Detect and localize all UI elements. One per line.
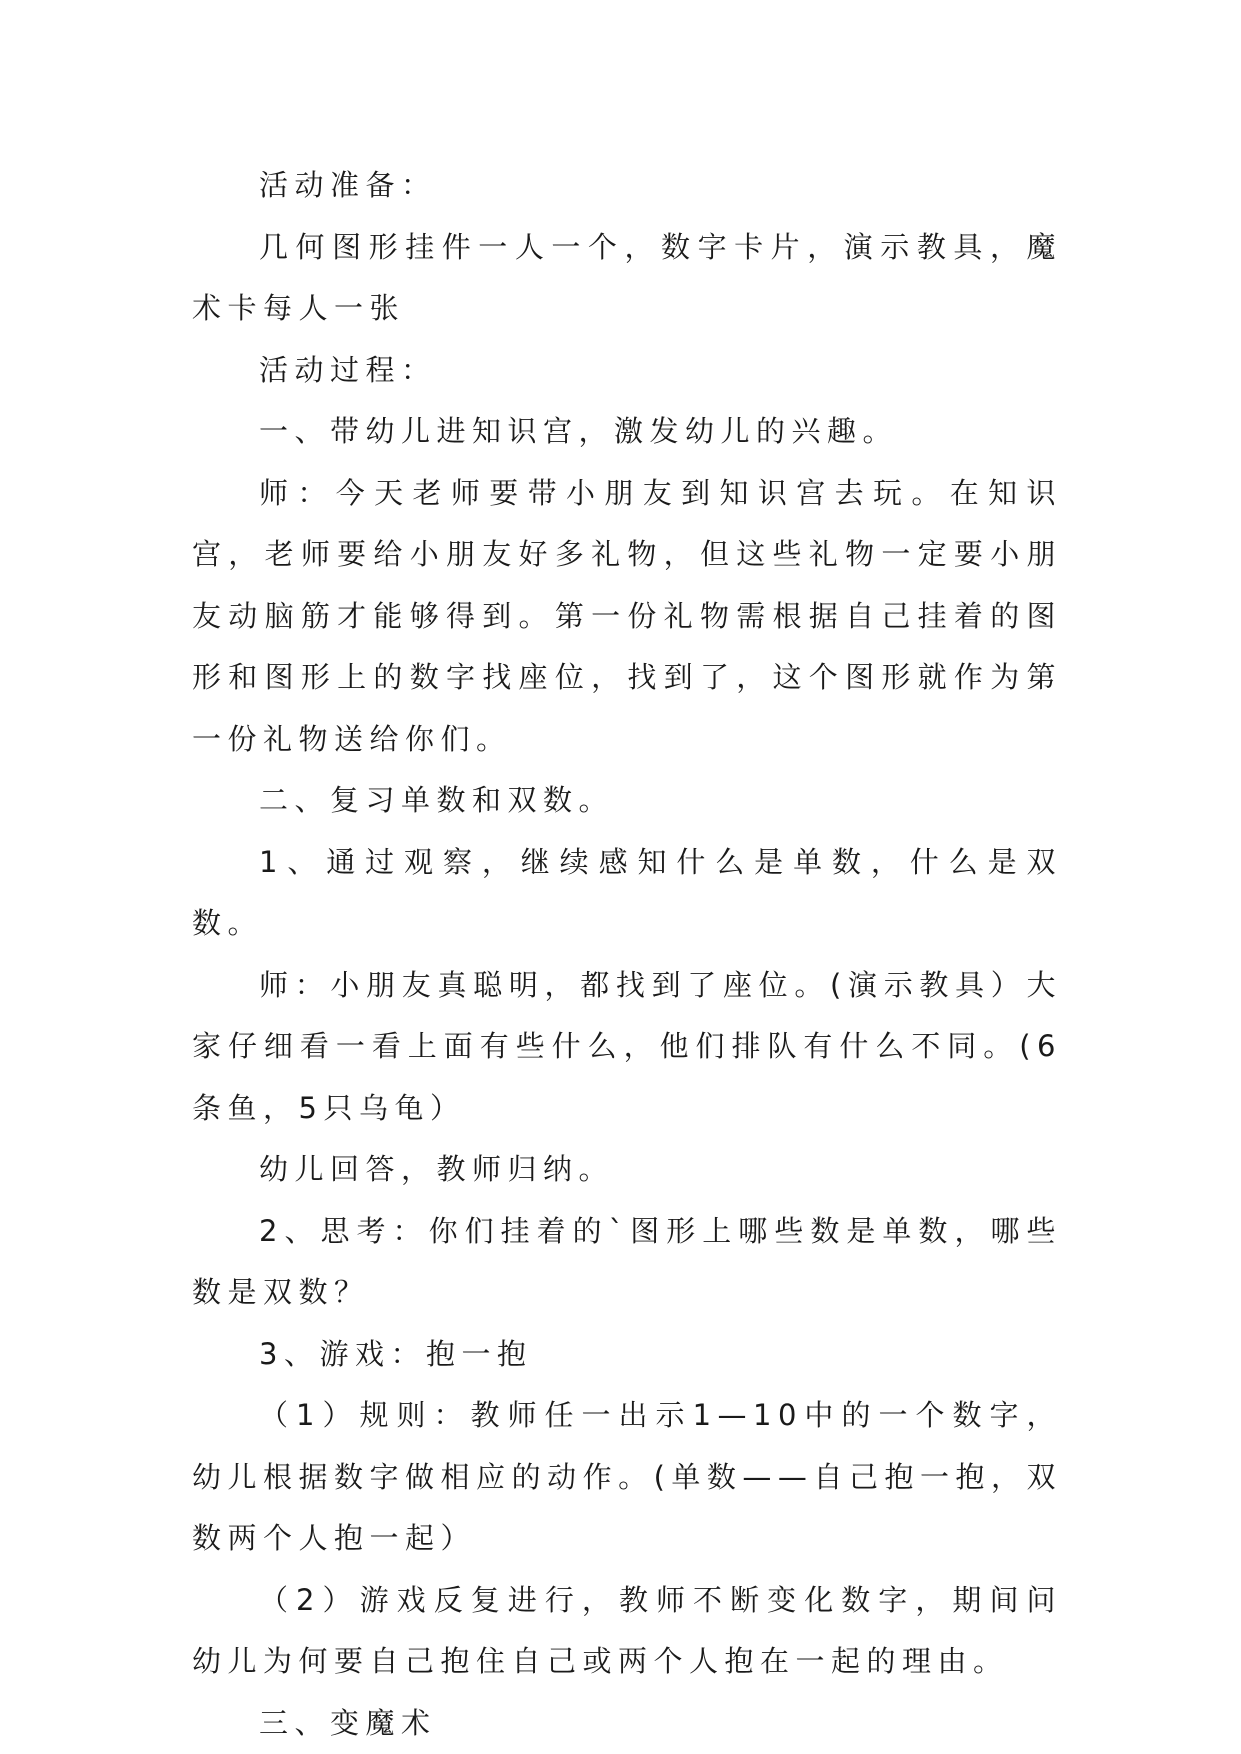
section-heading-preparation: 活动准备： [259,168,437,202]
paragraph-materials: 几何图形挂件一人一个，数字卡片，演示教具，魔术卡每人一张 [192,229,1062,325]
substep-observe: 1、通过观察，继续感知什么是单数，什么是双数。 [192,844,1062,940]
paragraph-teacher-intro: 师：今天老师要带小朋友到知识宫去玩。在知识宫，老师要给小朋友好多礼物，但这些礼物一定要小朋友动脑筋才能够得到。第一份礼物需根据自己挂着的图形和图形上的数字找座位，找到了，这个图形就作为第一份礼物送给你们。 [192,475,1062,756]
paragraph-children-answer: 幼儿回答，教师归纳。 [259,1152,615,1186]
substep-think: 2、思考：你们挂着的`图形上哪些数是单数，哪些数是双数？ [192,1213,1062,1309]
step-heading-2: 二、复习单数和双数。 [259,783,615,817]
step-heading-3: 三、变魔术 [259,1705,437,1740]
substep-game: 3、游戏：抱一抱 [259,1336,533,1371]
paragraph-teacher-demo: 师：小朋友真聪明，都找到了座位。(演示教具）大家仔细看一看上面有些什么，他们排队有什么不同。(6条鱼，5只乌龟） [192,967,1062,1125]
paragraph-game-rules: （1）规则：教师任一出示1—10中的一个数字，幼儿根据数字做相应的动作。(单数——自己抱一抱，双数两个人抱一起） [192,1398,1062,1555]
document-body [192,155,1062,1754]
section-heading-process: 活动过程： [259,352,437,387]
paragraph-game-repeat: （2）游戏反复进行，教师不断变化数字，期间问幼儿为何要自己抱住自己或两个人抱在一起的理由。 [192,1582,1062,1678]
step-heading-1: 一、带幼儿进知识宫，激发幼儿的兴趣。 [259,414,899,448]
